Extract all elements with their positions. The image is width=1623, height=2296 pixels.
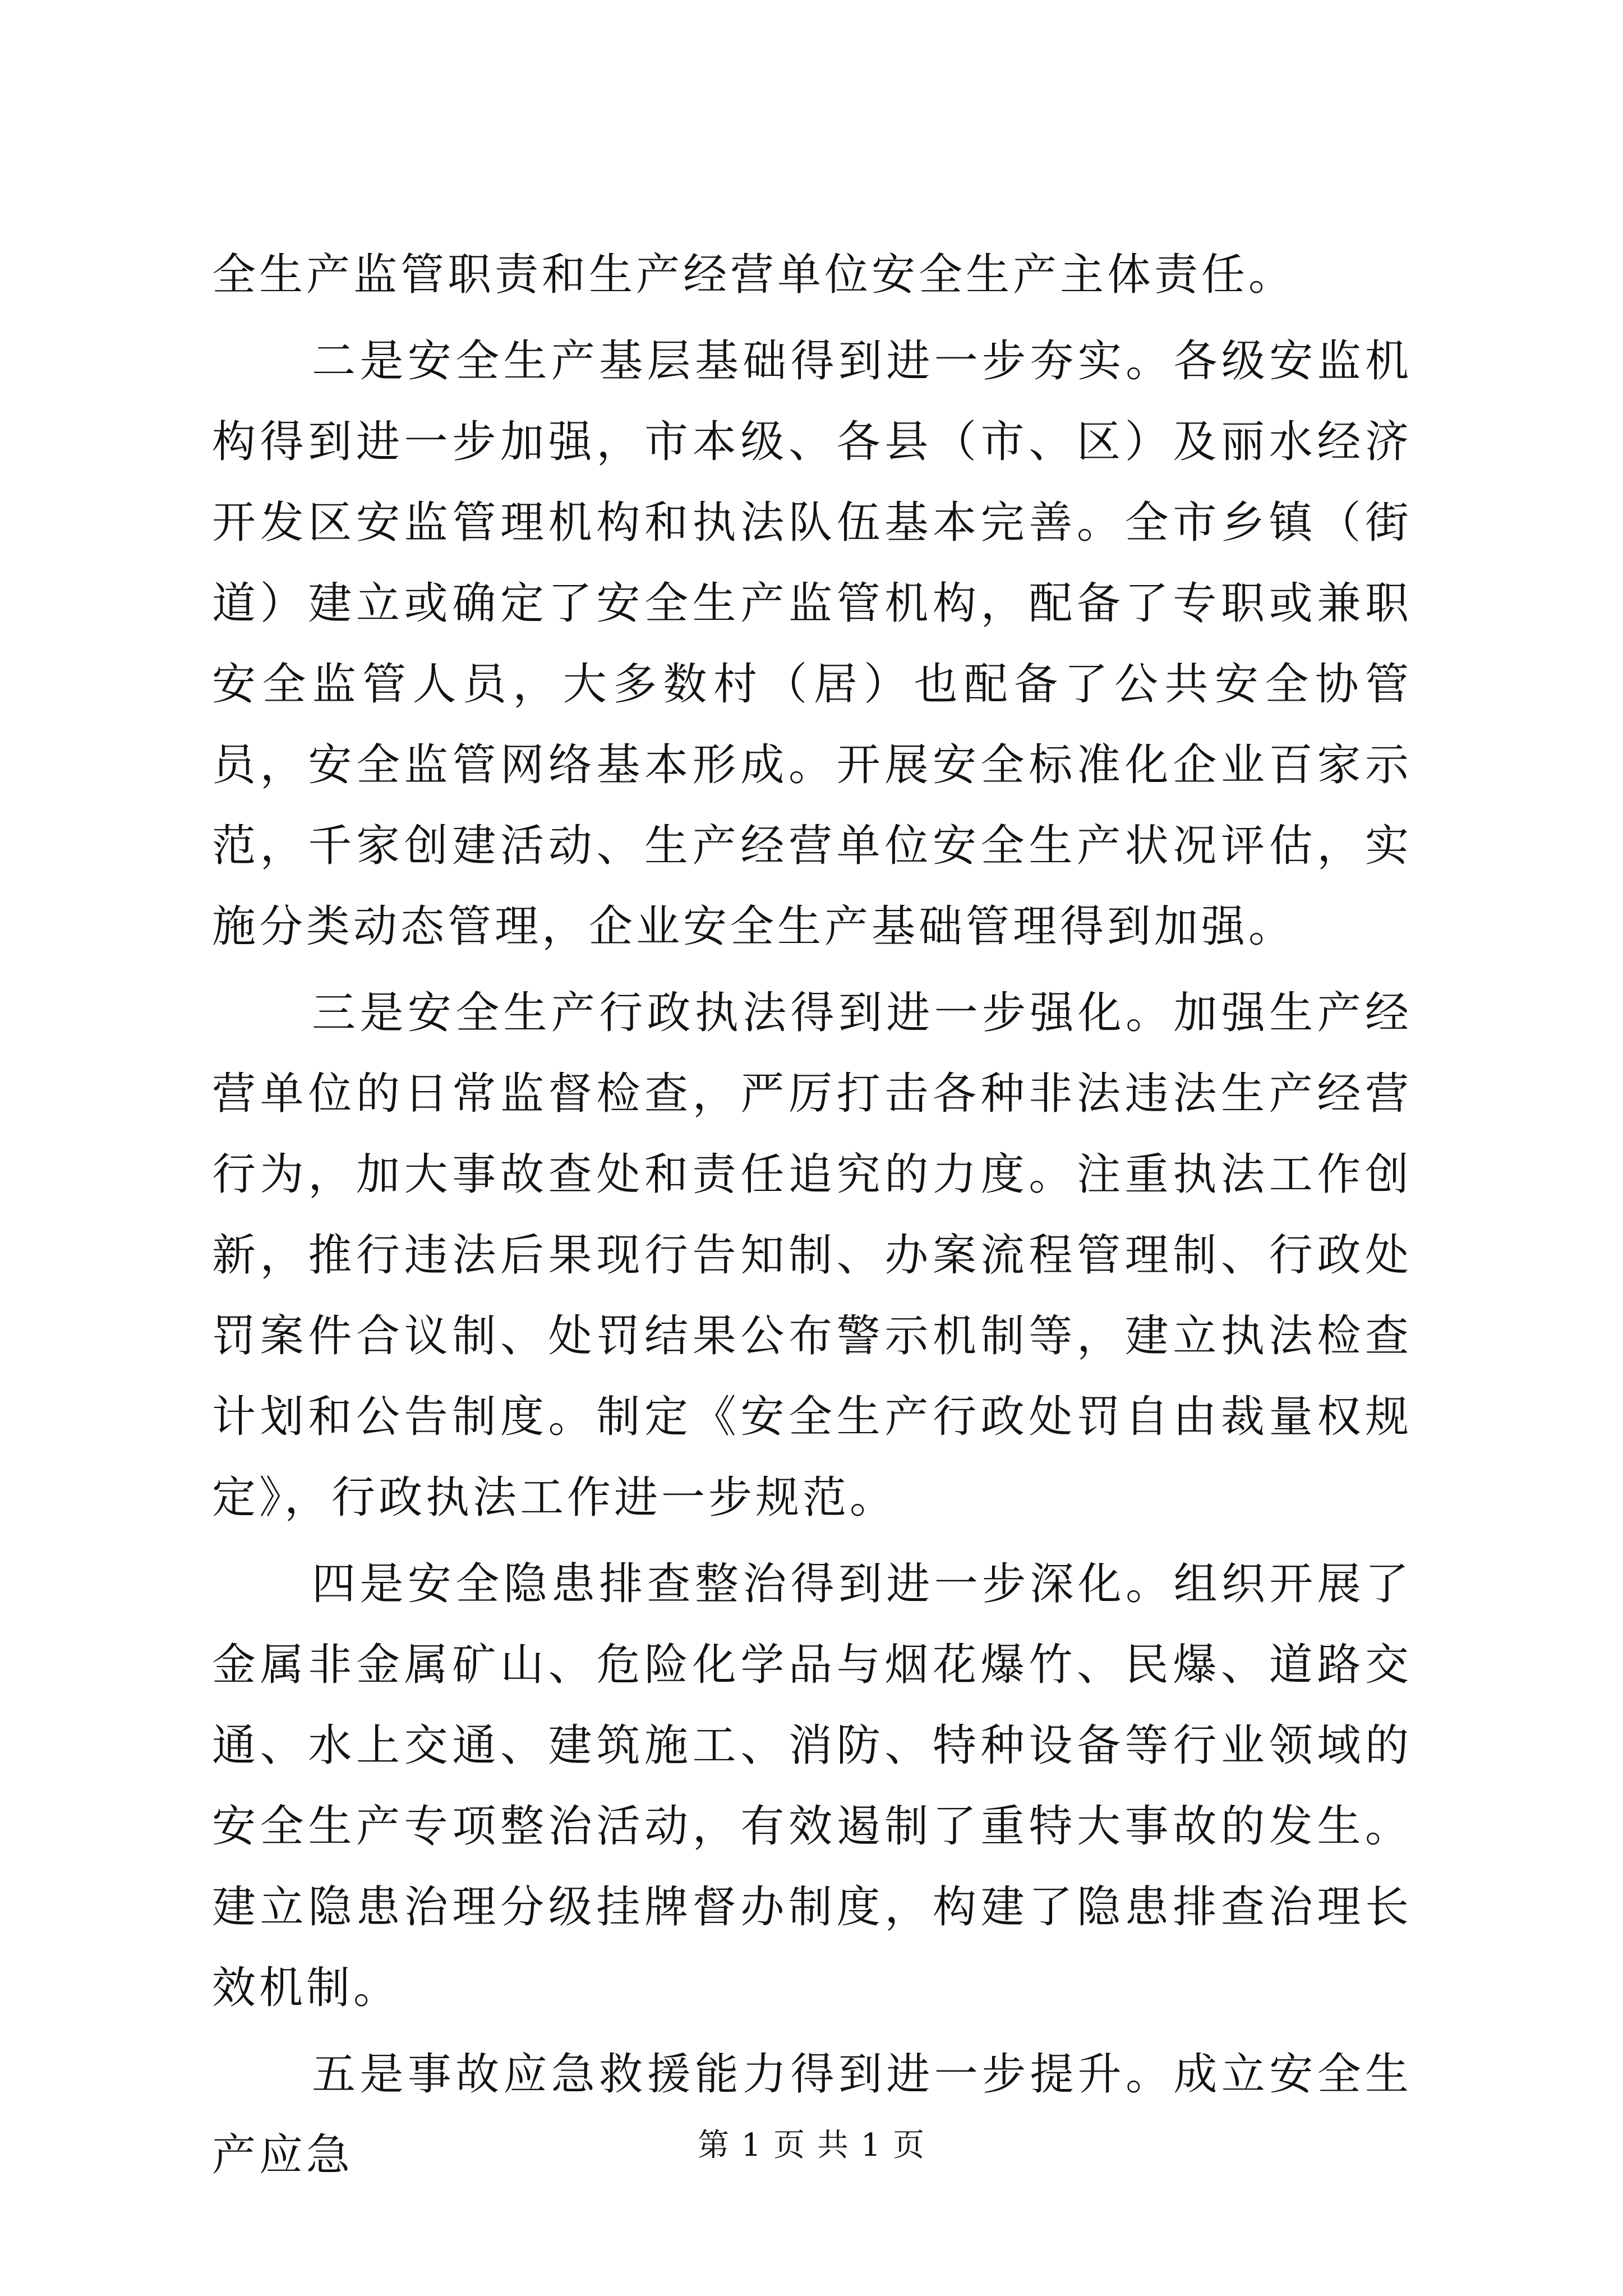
paragraph-3: 三是安全生产行政执法得到进一步强化。加强生产经营单位的日常监督检查，严厉打击各种非法违法生产经营行为，加大事故查处和责任追究的力度。注重执法工作创新，推行违法后果现行告知制、办案流程管理制、行政处罚案件合议制、处罚结果公布警示机制等，建立执法检查计划和公告制度。制定《安全生产行政处罚自由裁量权规定》，行政执法工作进一步规范。: [212, 988, 1412, 1523]
page-footer: 第 1 页 共 1 页: [697, 2127, 926, 2164]
paragraph-5: 五是事故应急救援能力得到进一步提升。成立安全生产应急: [212, 2049, 1412, 2180]
paragraph-2: 二是安全生产基层基础得到进一步夯实。各级安监机构得到进一步加强，市本级、各县（市、区）及丽水经济开发区安监管理机构和执法队伍基本完善。全市乡镇（街道）建立或确定了安全生产监管机构，配备了专职或兼职安全监管人员，大多数村（居）也配备了公共安全协管员，安全监管网络基本形成。开展安全标准化企业百家示范，千家创建活动、生产经营单位安全生产状况评估，实施分类动态管理，企业安全生产基础管理得到加强。: [212, 336, 1412, 952]
paragraph-continuation: 全生产监管职责和生产经营单位安全生产主体责任。: [212, 250, 1296, 300]
paragraph-4: 四是安全隐患排查整治得到进一步深化。组织开展了金属非金属矿山、危险化学品与烟花爆竹、民爆、道路交通、水上交通、建筑施工、消防、特种设备等行业领域的安全生产专项整治活动，有效遏制了重特大事故的发生。建立隐患治理分级挂牌督办制度，构建了隐患排查治理长效机制。: [212, 1559, 1412, 2013]
document-body: [212, 234, 1412, 2196]
